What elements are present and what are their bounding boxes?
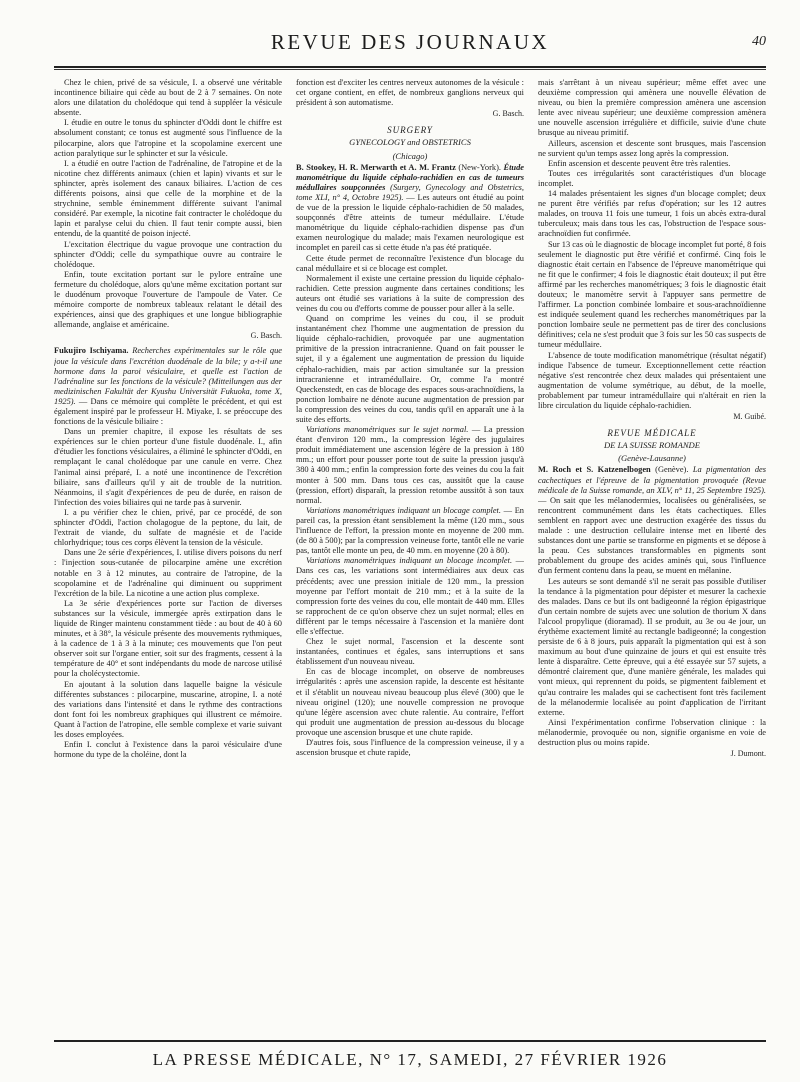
journal-section-heading xyxy=(296,125,524,160)
paragraph: La 3e série d'expériences porte sur l'action de diverses substances sur la vésicule, immergée après extirpation dans le liquide de Ringer maintenu constamment tiède : au bout de 40 à 60 minutes, et à 38°, la vésicule présente des mouvements rythmiques, à la cadence de 1 à 3 à la minute; ces mouvements que l'on peut observer soit sur l'organe entier, soit sur des fragments, cessent à la température de 40° et sont indépendants du mode de narcose utilisé pour la cholécystectomie. xyxy=(54,598,282,679)
abstract-heading xyxy=(296,163,524,254)
journal-city: (Genève-Lausanne) xyxy=(618,453,686,464)
paragraph: Sur 13 cas où le diagnostic de blocage incomplet fut porté, 8 fois seulement le diagnostic put être vérifié et confirmé. Cinq fois le diagnostic était certain en l'absence de l'épreuve manométrique qui ne fit que le confirmer; 4 fois le diagnostic était douteux; il put être affirmé par les recherches manométriques; 3 fois le diagnostic était douteux; le manomètre servit à l'appuyer sans permettre de l'affirmer. La ponction combinée lombaire et sous-arachnoïdienne est indiquée seulement quand les recherches manométriques par la ponction lombaire seule ne permettent pas de tirer des conclusions définitives; cela ne s'est produit que 3 fois sur les 50 cas suspects de tumeur médullaire. xyxy=(538,239,766,350)
journal-subtitle: DE LA SUISSE ROMANDE xyxy=(603,440,701,451)
paragraph-body: — La pression étant d'environ 120 mm., la compression légère des jugulaires produit immédiatement une ascension légère de la pression à 180 mm.; un effort pour pousser porte tout de suite la pression jusqu'à 380 à 400 mm.; enfin la compression forte des veines du cou la fait monter à 500 mm. Dans tous ces cas, aussitôt que la cause (pression, effort) disparaît, la pression retombe aussitôt à son taux normal. xyxy=(296,425,524,505)
paragraph xyxy=(296,506,524,556)
page-number: 40 xyxy=(752,34,766,49)
paragraph: Dans une 2e série d'expériences, I. utilise divers poisons du nerf : l'injection sous-cutanée de pilocarpine amène une excrétion notable en 3 à 12 minutes, au contraire de l'atropine, de la scopolamine et de l'adrénaline qui diminuent ou suppriment l'excrétion de la bile. La nicotine a une action plus complexe. xyxy=(54,548,282,598)
section-title: REVUE DES JOURNAUX xyxy=(270,30,550,54)
paragraph: Chez le chien, privé de sa vésicule, I. a observé une véritable incontinence biliaire qui cède au bout de 2 à 7 semaines. On note alors une dilatation du cholédoque qui tend à suppléer la vésicule absente. xyxy=(54,78,282,118)
paragraph: 14 malades présentaient les signes d'un blocage complet; deux ne purent être vérifiés par refus d'opération; sur les 12 autres malades, on trouva 11 fois une tumeur, 1 fois un abcès extra-dural tuberculeux; mais dans tous les cas, l'obstruction de l'espace sous-arachnoïdien fut confirmée. xyxy=(538,189,766,239)
paragraph: I. étudie en outre le tonus du sphincter d'Oddi dont le chiffre est absolument constant; ce tonus est augmenté sous l'influence de la pilocarpine, alors que l'atropine et la scopolamine exercent une action paralytique sur le sphincter et sur la vésicule. xyxy=(54,118,282,158)
paragraph: Chez le sujet normal, l'ascension et la descente sont instantanées, continues et égales, sans interruptions et sans établissement d'un nouveau niveau. xyxy=(296,637,524,667)
abstract-title: Étude manométrique du liquide céphalo-rachidien en cas de tumeurs médullaires soupçonnées xyxy=(296,162,524,192)
journal-subtitle: GYNECOLOGY and OBSTETRICS xyxy=(349,137,471,148)
paragraph: Cette étude permet de reconnaître l'existence d'un blocage du canal médullaire et si ce blocage est complet. xyxy=(296,253,524,273)
paragraph: mais s'arrêtant à un niveau supérieur; même effet avec une deuxième compression qui amènera une nouvelle élévation de niveau, ou bien la première compression amènera une ascension lente avec niveau supérieur; une deuxième compression amènera une nouvelle ascension irrégulière et difficile, suivie d'une chute brusque au niveau primitif. xyxy=(538,78,766,138)
article-columns xyxy=(54,78,766,1035)
paragraph-lead: Variations manométriques indiquant un blocage complet. xyxy=(306,505,501,515)
paragraph-lead: Variations manométriques sur le sujet normal. xyxy=(306,425,469,435)
paragraph: Enfin, toute excitation portant sur le pylore entraîne une fermeture du cholédoque, alors qu'une même excitation portant sur le duodénum provoque l'ouverture de l'ampoule de Vater. Ce mémoire comporte de nombreux tableaux relatant le détail des expériences, ainsi que des graphiques et une longue bibliographie allemande, anglaise et américaine. xyxy=(54,269,282,330)
column-2 xyxy=(296,78,524,1035)
abstract-city: (New-York). xyxy=(458,162,501,172)
abstract-reference: (Surgery, Gynecology and Obstetrics, tome XLI, n° 4, Octobre 1925). xyxy=(296,182,524,202)
journal-name: REVUE MÉDICALE xyxy=(607,428,697,439)
abstract-author: M. Roch et S. Katzenelbogen xyxy=(538,465,651,475)
paragraph-body: — En pareil cas, la pression étant sensiblement la même (120 mm., sous l'influence de l'effort, la pression monte en moyenne de 200 mm. (de 80 à 500); par la compression veineuse forte, tantôt elle ne varie pas, tantôt elle monte un peu, de 40 mm. en moyenne (20 à 80). xyxy=(296,505,524,556)
abstract-heading xyxy=(538,465,766,576)
paragraph: Enfin I. conclut à l'existence dans la paroi vésiculaire d'une hormone du type de la choléine, dont la xyxy=(54,740,282,760)
paragraph: Ainsi l'expérimentation confirme l'observation clinique : la mélanodermie, provoquée ou non, signifie organisme en voie de destruction plus ou moins rapide. xyxy=(538,717,766,747)
paragraph: I. a étudié en outre l'action de l'adrénaline, de l'atropine et de la nicotine chez différents animaux (chien et lapin) vivants et sur le sphincter, après isolement des canaux biliaires. L'action de ces différents poisons, ainsi que celle de la morphine et de la strychnine, semble éminemment différente suivant l'animal considéré. Par exemple, la nicotine fait contracter le cholédoque du lapin et paralyse celui du chien. Il faut tenir compte aussi, bien entendu, de la quantité de poison injecté. xyxy=(54,158,282,239)
paragraph-body: — Dans ces cas, les variations sont intermédiaires aux deux cas précédents; avec une pression initiale de 120 mm., la pression moyenne par l'effort montait de 210 mm.; et à la suite de la compression forte des veines du cou, elle montait de 440 mm. Elles se rapprochent de ce qu'on observe chez un sujet normal; elles en diffèrent par le temps nécessaire à l'ascension et la manière dont elle s'effectue. xyxy=(296,556,524,636)
paragraph xyxy=(296,425,524,506)
journal-name: SURGERY xyxy=(387,125,433,136)
abstract-intro: — Les auteurs ont étudié au point de vue de la pression le liquide céphalo-rachidien de 50 malades, soupçonnés d'être atteints de tumeur médullaire. L'étude manométrique du liquide céphalo-rachidien dispense pas d'un examen neurologique du malade; mais l'examen neurologique est incomplet en pareil cas si cette étude n'a pas été pratiquée. xyxy=(296,192,524,253)
column-1 xyxy=(54,78,282,1035)
column-3 xyxy=(538,78,766,1035)
paragraph: Les auteurs se sont demandé s'il ne serait pas possible d'utiliser la tendance à la pigmentation pour dépister et mesurer la cachexie des malades. Dans ce but ils ont badigeonné la région épigastrique d'un certain nombre de sujets avec une solution de thorium X dans l'alcool propylique (dioramad). Il se produit, au 3e ou 4e jour, un érythème exactement limité au rectangle badigeonné; la congestion persiste de 6 à 8 jours, puis apparaît la pigmentation qui est à son maximum au bout d'une quinzaine de jours et qui est ensuite très lente à disparaître. Cette épreuve, qui a été essayée sur 57 sujets, a démontré clairement que, d'une manière générale, les malades qui vont mieux, qui reprennent du poids, se pigmentent faiblement et qu'au contraire les malades qui se cachectisent font très facilement de la mélanodermie localisée au point d'application de l'irritant externe. xyxy=(538,576,766,717)
paragraph: L'excitation électrique du vague provoque une contraction du sphincter d'Oddi; celle du sympathique ouvre au contraire le cholédoque. xyxy=(54,239,282,269)
paragraph-lead: Variations manométriques indiquant un blocage incomplet. xyxy=(306,556,513,566)
header-rule xyxy=(54,69,766,70)
paragraph: Dans un premier chapitre, il expose les résultats de ses expériences sur le chien porteur d'une fistule duodénale. I., afin d'étudier les fonctions vésiculaires, a éliminé le sphincter d'Oddi, en remplaçant le canal cholédoque par une canule en verre. Chez l'animal ainsi préparé, I. a noté une incontinence de l'excrétion biliaire, sans d'ailleurs qu'il y ait de trouble de la nutrition. Néanmoins, il s'agit d'expériences de peu de durée, en raison de l'infection des voies biliaires qui ne tarde pas à survenir. xyxy=(54,427,282,507)
abstract-author: Fukujiro Ischiyama. xyxy=(54,346,129,356)
abstract-title: Recherches expérimentales sur le rôle que joue la vésicule dans l'excrétion duodénale de la bile; y a-t-il une hormone dans la paroi vésiculaire, et quelle est l'action de l'adrénaline sur les fonctions de la vésicule? xyxy=(54,346,282,386)
abstract-author: B. Stookey, H. R. Merwarth et A. M. Frantz xyxy=(296,162,456,172)
journal-section-heading xyxy=(538,428,766,463)
paragraph xyxy=(296,556,524,637)
author-signature: G. Basch. xyxy=(492,109,524,119)
paragraph: Toutes ces irrégularités sont caractéristiques d'un blocage incomplet. xyxy=(538,168,766,188)
journal-city: (Chicago) xyxy=(392,150,428,161)
paragraph: En ajoutant à la solution dans laquelle baigne la vésicule différentes substances : pilocarpine, muscarine, atropine, I. a noté des variations dans l'intensité et dans le rythme des contractions dont font foi les nombreux graphiques qui illustrent ce mémoire. Quant à l'action de l'atropine, elle semble complexe et varie suivant les doses employées. xyxy=(54,679,282,739)
abstract-intro: — On sait que les mélanodermies, localisées ou généralisées, se rencontrent communément dans les états cachectiques. Elles semblent en rapport avec une destruction exagérée des tissus du malade : une destruction cellulaire intense met en liberté des substances dont une partie se transforme en pigments et se dépose à la peau. Ces substances transformables en pigments sont probablement du groupe des acides aminés qui, sous l'influence d'un ferment contenu dans la peau, se muent en mélanine. xyxy=(538,495,766,576)
page-header xyxy=(54,26,766,68)
abstract-city: (Genève). xyxy=(655,465,689,475)
paragraph: Ailleurs, ascension et descente sont brusques, mais l'ascension ne survient qu'un temps assez long après la compression. xyxy=(538,138,766,158)
author-signature: J. Dumont. xyxy=(730,749,766,759)
author-signature: G. Basch. xyxy=(250,331,282,341)
abstract-reference: (Revue médicale de la Suisse romande, an XLV, n° 11, 25 Septembre 1925). xyxy=(538,475,766,495)
paragraph: D'autres fois, sous l'influence de la compression veineuse, il y a ascension brusque et chute rapide, xyxy=(296,738,524,758)
author-signature: M. Guibé. xyxy=(733,412,766,422)
paragraph: fonction est d'exciter les centres nerveux autonomes de la vésicule : cet organe contient, en effet, de nombreux ganglions nerveux qui président à son automatisme. xyxy=(296,78,524,108)
abstract-title: La pigmentation des cachectiques et l'épreuve de la pigmentation provoquée xyxy=(538,465,766,485)
page-footer xyxy=(54,1040,766,1072)
paragraph: I. a pu vérifier chez le chien, privé, par ce procédé, de son sphincter d'Oddi, l'action cholagogue de la peptone, du lait, de l'extrait de viande, du sulfate de magnésie et de l'acide chlorhydrique; tous ces corps élèvent la tension de la vésicule. xyxy=(54,507,282,548)
paragraph: L'absence de toute modification manométrique (résultat négatif) indique l'absence de tumeur. Exceptionnellement cette réaction négative s'est rencontrée chez deux malades qui présentaient une augmentation de volume symétrique, au début, de la moelle, probablement par tumeur intramédullaire qui n'altérait en rien la libre circulation du liquide céphalo-rachidien. xyxy=(538,350,766,410)
paragraph: Quand on comprime les veines du cou, il se produit instantanément chez l'homme une augmentation de pression du liquide céphalo-rachidien, provoquée par une augmentation primitive de la pression intracranienne. Quand on fait pousser le sujet, il y a également une augmentation de pression du liquide céphalo-rachidien, mais par action simultanée sur la pression intracranienne et intramédullaire. Or, comme l'a montré Queckenstedt, en cas de blocage des espaces sous-arachnoïdiens, la ponction lombaire ne dénote aucune augmentation de pression par la compression des veines du cou, tandis qu'il en apparaît une à la suite des efforts. xyxy=(296,314,524,424)
abstract-intro: — Dans ce mémoire qui complète le précédent, et qui est également inspiré par le professeur H. Miyake, I. se préoccupe des fonctions de la vésicule biliaire : xyxy=(54,396,282,427)
footer-masthead: LA PRESSE MÉDICALE, N° 17, SAMEDI, 27 FÉVRIER 1926 xyxy=(152,1050,668,1069)
abstract-heading xyxy=(54,346,282,427)
abstract-reference: (Mitteilungen aus der medizinischen Fakultät der Kyushu Universität Fukuoka, tome X, 1925). xyxy=(54,376,282,406)
paragraph: En cas de blocage incomplet, on observe de nombreuses irrégularités : après une ascension rapide, la descente est hésitante et il s'établit un nouveau niveau beaucoup plus élevé (300) que le niveau originel (120); une nouvelle compression ne provoque qu'une légère ascension avec chute ralentie. Au contraire, l'effort qui produit une augmentation de pression au-dessous du blocage provoque une ascension brusque et une chute rapide. xyxy=(296,667,524,737)
paragraph: Normalement il existe une certaine pression du liquide céphalo-rachidien. Cette pression augmente dans certaines conditions; les auteurs ont étudié ses variations à la suite de compression des veines du cou ou d'efforts comme de pousser pour aller à la selle. xyxy=(296,273,524,313)
paragraph: Enfin ascension et descente peuvent être très ralenties. xyxy=(548,158,731,168)
